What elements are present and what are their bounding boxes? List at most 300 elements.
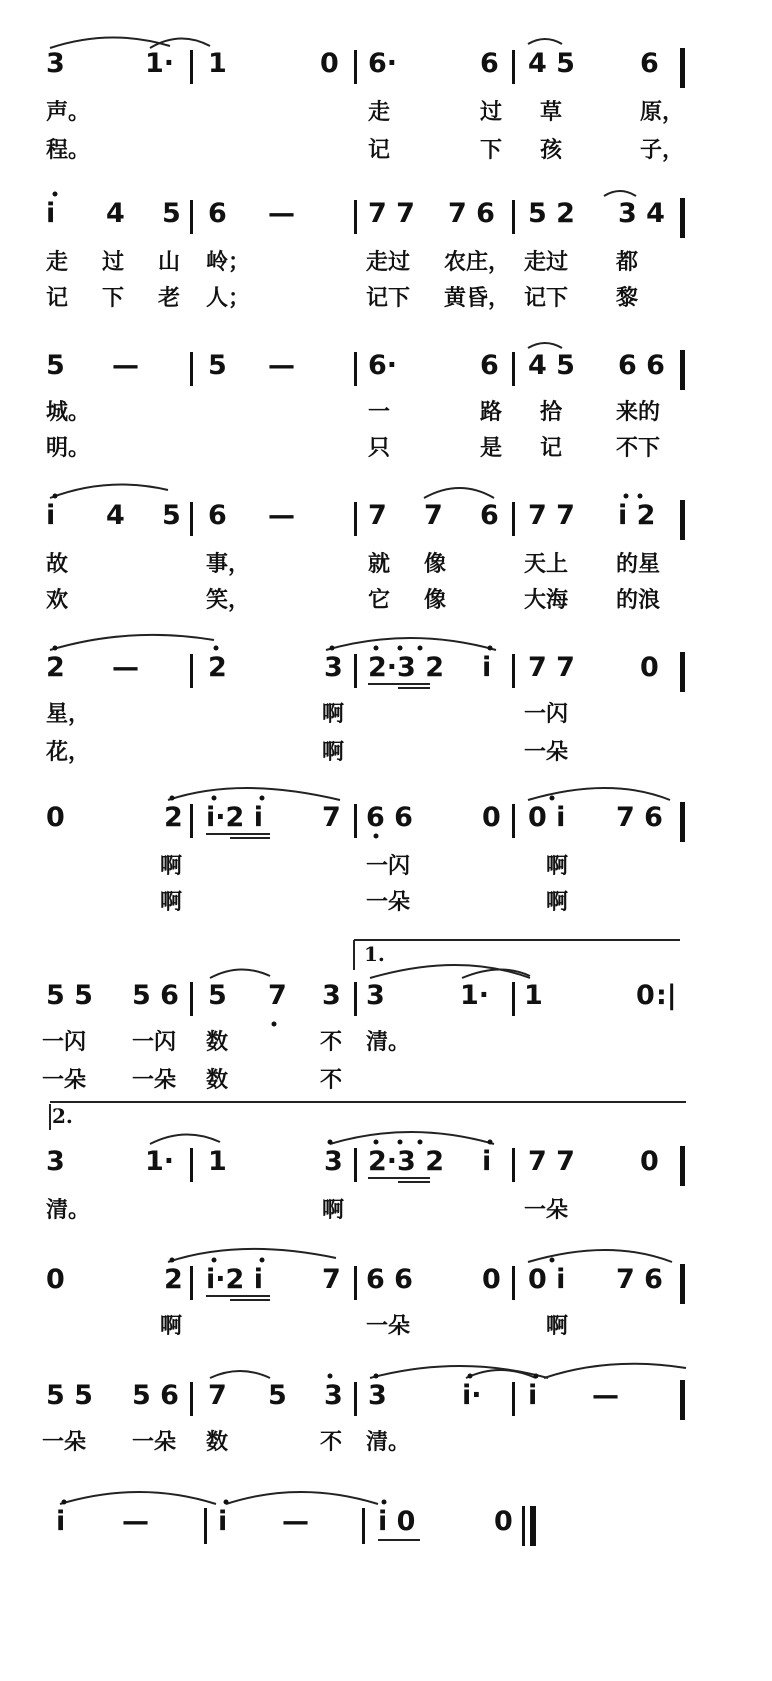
- note: 3: [46, 48, 65, 79]
- octave-dot: [53, 192, 58, 197]
- slur: [226, 1492, 378, 1504]
- barline: [354, 1266, 357, 1300]
- barline: [680, 500, 685, 540]
- barline: [190, 1382, 193, 1416]
- barline: [512, 1382, 515, 1416]
- lyrics-verse-2: [0, 586, 772, 622]
- lyric: 走过: [524, 250, 569, 275]
- note: i: [46, 198, 56, 229]
- lyric: 一朵: [366, 890, 411, 915]
- octave-dot: [260, 1258, 265, 1263]
- barline: [512, 654, 515, 688]
- barline: [512, 200, 515, 234]
- lyric: 的浪: [616, 588, 661, 613]
- barline: [680, 1264, 685, 1304]
- note: 0: [482, 802, 501, 833]
- lyric: 过: [480, 100, 503, 125]
- octave-dot: [374, 1140, 379, 1145]
- note: —: [122, 1506, 149, 1537]
- note: i: [218, 1506, 228, 1537]
- octave-dot: [638, 494, 643, 499]
- volta-1-label: 1.: [364, 942, 385, 966]
- note: i·2 i: [206, 802, 263, 833]
- lyric: 一朵: [524, 740, 569, 765]
- lyrics-verse-1: [0, 1028, 772, 1064]
- barline: [190, 654, 193, 688]
- slur: [424, 488, 494, 498]
- barline: [512, 1148, 515, 1182]
- lyric: 一朵: [366, 1314, 411, 1339]
- barline: [362, 1508, 365, 1544]
- note: —: [282, 1506, 309, 1537]
- note: 0 i: [528, 802, 566, 833]
- octave-dot: [398, 1140, 403, 1145]
- slur: [604, 191, 636, 196]
- notes-row: [0, 500, 772, 544]
- note: 3: [324, 1146, 343, 1177]
- lyric: 不: [320, 1030, 343, 1055]
- note: 7: [424, 500, 443, 531]
- notes-row: [0, 802, 772, 846]
- note: 3: [366, 980, 385, 1011]
- notes-row: [0, 350, 772, 394]
- slur: [60, 1492, 216, 1504]
- lyric: 一闪: [132, 1030, 177, 1055]
- lyrics-verse-2: [0, 888, 772, 924]
- note: 6 6: [618, 350, 665, 381]
- note: 2·3 2: [368, 652, 445, 683]
- lyric: 花，: [46, 740, 91, 765]
- note: 6·: [368, 48, 398, 79]
- barline: [190, 1266, 193, 1300]
- barline: [512, 352, 515, 386]
- note: 3: [368, 1380, 387, 1411]
- barline: [680, 198, 685, 238]
- lyric: 拾: [540, 400, 563, 425]
- note: 5: [162, 500, 181, 531]
- lyric: 农庄，: [444, 250, 511, 275]
- note: 5 6: [132, 980, 179, 1011]
- lyrics-verse-2: [0, 284, 772, 320]
- barline: [190, 352, 193, 386]
- lyric: 一朵: [42, 1068, 87, 1093]
- lyric: 城。: [46, 400, 91, 425]
- lyric: 啊: [546, 890, 569, 915]
- octave-dot: [418, 646, 423, 651]
- lyric: 不: [320, 1430, 343, 1455]
- note: 7 7: [528, 500, 575, 531]
- slur: [150, 38, 210, 48]
- note: 3: [324, 1380, 343, 1411]
- notes-row: [0, 1506, 772, 1550]
- octave-dot: [398, 646, 403, 651]
- barline: [354, 1382, 357, 1416]
- slur: [168, 1249, 336, 1262]
- lyric: 原，: [640, 100, 685, 125]
- lyric: 程。: [46, 138, 91, 163]
- note: 2: [164, 802, 183, 833]
- lyrics-verse-1: [0, 248, 772, 284]
- lyric: 的星: [616, 552, 661, 577]
- lyric: 一闪: [42, 1030, 87, 1055]
- note: 0: [46, 1264, 65, 1295]
- octave-dot: [170, 1258, 175, 1263]
- lyric: 大海: [524, 588, 569, 613]
- lyric: 啊: [546, 1314, 569, 1339]
- barline: [354, 200, 357, 234]
- barline: [354, 654, 357, 688]
- octave-dot: [468, 1374, 473, 1379]
- note: 5: [46, 350, 65, 381]
- lyric: 路: [480, 400, 503, 425]
- note: 7: [208, 1380, 227, 1411]
- barline: [204, 1508, 207, 1544]
- lyric: 天上: [524, 552, 569, 577]
- note: 2: [208, 652, 227, 683]
- slur: [150, 1134, 220, 1144]
- note: 0 i: [528, 1264, 566, 1295]
- lyric: 下: [102, 286, 125, 311]
- note: 5 5: [46, 1380, 93, 1411]
- note: 6: [208, 500, 227, 531]
- note: 7: [322, 802, 341, 833]
- note: 7 7: [528, 1146, 575, 1177]
- slur: [50, 635, 214, 650]
- lyric: 一朵: [524, 1198, 569, 1223]
- note: 0: [320, 48, 339, 79]
- barline: [354, 1148, 357, 1182]
- lyric: 不: [320, 1068, 343, 1093]
- lyrics-verse-2: [0, 738, 772, 774]
- note: i 2: [618, 500, 656, 531]
- note: 4 5: [528, 350, 575, 381]
- barline: [354, 352, 357, 386]
- lyric: 一闪: [524, 702, 569, 727]
- octave-dot: [212, 796, 217, 801]
- barline: [190, 982, 193, 1016]
- octave-dot: [328, 1140, 333, 1145]
- barline: [354, 50, 357, 84]
- note: 7: [322, 1264, 341, 1295]
- lyric: 声。: [46, 100, 91, 125]
- note: i: [482, 652, 492, 683]
- note: 6: [480, 350, 499, 381]
- note: 6: [480, 500, 499, 531]
- barline: [354, 502, 357, 536]
- octave-dot: [53, 494, 58, 499]
- lyric: 一朵: [132, 1430, 177, 1455]
- final-barline-thin: [522, 1506, 525, 1546]
- note: 7 7: [368, 198, 415, 229]
- note: 6: [480, 48, 499, 79]
- barline: [190, 804, 193, 838]
- lyric: 啊: [160, 854, 183, 879]
- octave-dot: [550, 1258, 555, 1263]
- note: 0: [482, 1264, 501, 1295]
- note: 6 6: [366, 1264, 413, 1295]
- note: 5 5: [46, 980, 93, 1011]
- note: 6·: [368, 350, 398, 381]
- note: 5 2: [528, 198, 575, 229]
- lyric: 黎: [616, 286, 639, 311]
- octave-dot: [382, 1500, 387, 1505]
- lyric: 走: [46, 250, 69, 275]
- lyric: 啊: [160, 1314, 183, 1339]
- slur: [528, 1250, 672, 1262]
- note: 3: [46, 1146, 65, 1177]
- barline: [190, 1148, 193, 1182]
- lyric: 明。: [46, 436, 91, 461]
- note: 2: [46, 652, 65, 683]
- note: i 0: [378, 1506, 416, 1537]
- barline: [680, 48, 685, 88]
- slur: [528, 39, 562, 44]
- lyrics-verse-1: [0, 98, 772, 134]
- note: 5: [162, 198, 181, 229]
- lyric: 记: [46, 286, 69, 311]
- slur: [466, 1370, 536, 1378]
- octave-dot: [534, 1374, 539, 1379]
- notes-row: [0, 1146, 772, 1190]
- lyric: 啊: [160, 890, 183, 915]
- note: 3 4: [618, 198, 665, 229]
- barline: [190, 200, 193, 234]
- note: —: [592, 1380, 619, 1411]
- slur: [544, 1364, 686, 1378]
- barline: [354, 982, 357, 1016]
- lyric: 老: [158, 286, 181, 311]
- lyrics-verse-2: [0, 136, 772, 172]
- lyric: 不下: [616, 436, 661, 461]
- lyric: 数: [206, 1430, 229, 1455]
- lyric: 欢: [46, 588, 69, 613]
- note: 2·3 2: [368, 1146, 445, 1177]
- octave-dot: [260, 796, 265, 801]
- note: 0: [640, 1146, 659, 1177]
- lyric: 笑，: [206, 588, 251, 613]
- note: 4: [106, 500, 125, 531]
- note: 7 6: [448, 198, 495, 229]
- lyric: 数: [206, 1068, 229, 1093]
- slur: [210, 1371, 270, 1378]
- slur: [528, 788, 670, 800]
- barline: [680, 1146, 685, 1186]
- slur: [168, 788, 340, 800]
- note: 1·: [460, 980, 490, 1011]
- lyrics-verse-1: [0, 700, 772, 736]
- note: 1·: [145, 48, 175, 79]
- lyric: 走: [368, 100, 391, 125]
- lyrics-verse-1: [0, 398, 772, 434]
- barline: [680, 652, 685, 692]
- note: 1: [208, 1146, 227, 1177]
- lyrics-verse-2: [0, 1066, 772, 1102]
- octave-dot: [374, 1374, 379, 1379]
- barline: [680, 350, 685, 390]
- lyric: 山: [158, 250, 181, 275]
- slur: [528, 343, 562, 348]
- barline: [512, 982, 515, 1016]
- note: —: [268, 350, 295, 381]
- octave-dot: [328, 1374, 333, 1379]
- note: 7: [368, 500, 387, 531]
- note: 6 6: [366, 802, 413, 833]
- octave-dot: [488, 1140, 493, 1145]
- note: 6: [208, 198, 227, 229]
- note: 3: [324, 652, 343, 683]
- lyric: 记下: [366, 286, 411, 311]
- note: i: [528, 1380, 538, 1411]
- note: 6: [640, 48, 659, 79]
- note: 5: [208, 350, 227, 381]
- octave-dot: [170, 796, 175, 801]
- lyric: 过: [102, 250, 125, 275]
- lyric: 草: [540, 100, 563, 125]
- notes-row: [0, 1264, 772, 1308]
- notes-row: [0, 48, 772, 92]
- lyric: 星，: [46, 702, 91, 727]
- slur: [462, 969, 530, 978]
- lyric: 是: [480, 436, 503, 461]
- lyric: 走过: [366, 250, 411, 275]
- lyric: 像: [424, 588, 447, 613]
- lyrics-verse-1: [0, 1196, 772, 1232]
- octave-dot: [418, 1140, 423, 1145]
- lyric: 都: [616, 250, 639, 275]
- lyric: 它: [368, 588, 391, 613]
- note: 4: [106, 198, 125, 229]
- notes-row: [0, 652, 772, 696]
- octave-dot: [214, 646, 219, 651]
- slur: [370, 965, 530, 978]
- lyric: 一朵: [132, 1068, 177, 1093]
- lyric: 一闪: [366, 854, 411, 879]
- lyric: 啊: [546, 854, 569, 879]
- octave-dot: [212, 1258, 217, 1263]
- repeat-sign: :|: [656, 980, 677, 1011]
- octave-dot: [330, 646, 335, 651]
- lyric: 数: [206, 1030, 229, 1055]
- notes-row: [0, 1380, 772, 1424]
- lyric: 故: [46, 552, 69, 577]
- lyrics-verse-1: [0, 1312, 772, 1348]
- note: 5: [268, 1380, 287, 1411]
- slur: [50, 37, 170, 48]
- barline: [512, 804, 515, 838]
- note: 1: [524, 980, 543, 1011]
- octave-dot: [224, 1500, 229, 1505]
- octave-dot: [62, 1500, 67, 1505]
- note: i·: [462, 1380, 482, 1411]
- barline: [512, 1266, 515, 1300]
- note: 3: [322, 980, 341, 1011]
- notes-row: [0, 198, 772, 242]
- lyric: 岭；: [206, 250, 251, 275]
- barline: [354, 804, 357, 838]
- note: 1·: [145, 1146, 175, 1177]
- lyric: 清。: [366, 1430, 411, 1455]
- slur: [330, 1132, 494, 1144]
- note: —: [268, 198, 295, 229]
- lyric: 啊: [322, 740, 345, 765]
- note: i: [56, 1506, 66, 1537]
- lyric: 记: [540, 436, 563, 461]
- note: 0: [640, 652, 659, 683]
- note: 1: [208, 48, 227, 79]
- lyrics-verse-2: [0, 434, 772, 470]
- notes-row: [0, 980, 772, 1024]
- note: 7 6: [616, 802, 663, 833]
- lyric: 孩: [540, 138, 563, 163]
- volta-2-label: 2.: [52, 1104, 73, 1128]
- note: —: [268, 500, 295, 531]
- barline: [190, 50, 193, 84]
- note: 0: [636, 980, 655, 1011]
- barline: [512, 50, 515, 84]
- lyric: 只: [368, 436, 391, 461]
- slur: [326, 638, 496, 650]
- octave-dot: [550, 796, 555, 801]
- note: 0: [494, 1506, 513, 1537]
- lyric: 清。: [46, 1198, 91, 1223]
- barline: [680, 802, 685, 842]
- lyric: 一朵: [42, 1430, 87, 1455]
- lyric: 人；: [206, 286, 251, 311]
- lyric: 记下: [524, 286, 569, 311]
- note: —: [112, 652, 139, 683]
- note: i·2 i: [206, 1264, 263, 1295]
- barline: [680, 1380, 685, 1420]
- lyrics-verse-1: [0, 1428, 772, 1464]
- lyric: 一: [368, 400, 391, 425]
- octave-dot: [374, 646, 379, 651]
- lyric: 就: [368, 552, 391, 577]
- lyric: 黄昏，: [444, 286, 511, 311]
- note: 7 7: [528, 652, 575, 683]
- note: 5 6: [132, 1380, 179, 1411]
- lyric: 像: [424, 552, 447, 577]
- lyric: 子，: [640, 138, 685, 163]
- note: 4 5: [528, 48, 575, 79]
- lyric: 记: [368, 138, 391, 163]
- lyrics-verse-1: [0, 550, 772, 586]
- barline: [512, 502, 515, 536]
- note: 5: [208, 980, 227, 1011]
- lyric: 事，: [206, 552, 251, 577]
- note: i: [46, 500, 56, 531]
- octave-dot: [53, 646, 58, 651]
- lyrics-verse-1: [0, 852, 772, 888]
- lyric: 来的: [616, 400, 661, 425]
- slur: [370, 1366, 548, 1378]
- slur: [50, 485, 168, 498]
- note: —: [112, 350, 139, 381]
- lyric: 清。: [366, 1030, 411, 1055]
- lyric: 啊: [322, 702, 345, 727]
- octave-dot: [624, 494, 629, 499]
- slur: [210, 969, 270, 978]
- note: 2: [164, 1264, 183, 1295]
- note: 7 6: [616, 1264, 663, 1295]
- barline: [190, 502, 193, 536]
- octave-dot: [488, 646, 493, 651]
- lyric: 啊: [322, 1198, 345, 1223]
- note: i: [482, 1146, 492, 1177]
- final-barline-thick: [530, 1506, 536, 1546]
- note: 7: [268, 980, 287, 1011]
- note: 0: [46, 802, 65, 833]
- lyric: 下: [480, 138, 503, 163]
